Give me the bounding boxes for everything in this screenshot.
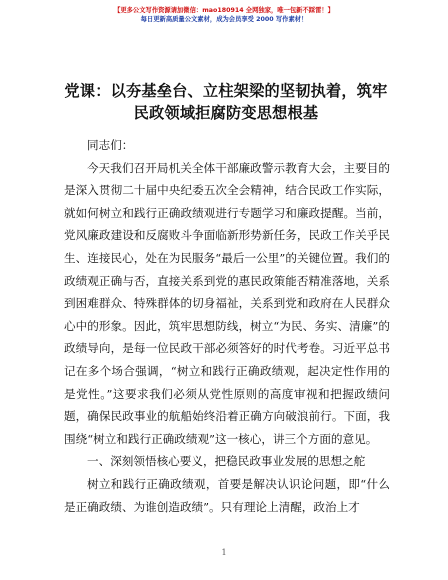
salutation: 同志们：: [87, 138, 134, 152]
section-heading: 一、深刻领悟核心要义，把稳民政事业发展的思想之舵: [87, 454, 366, 469]
document-title: 党课：以夯基垒台、立柱架梁的坚韧执着，筑牢民政领域拒腐防变思想根基: [64, 82, 388, 122]
promo-banner-line1: 【更多公文写作资源请加微信：mao180914 全网独家，唯一包新不踩雷！】: [114, 7, 334, 14]
section-paragraph: 树立和践行正确政绩观，首要是解决认识论问题，即“什么是正确政绩、为谁创造政绩”。只有理论上清醒，政治上才: [64, 476, 390, 514]
promo-banner-line2: 每日更新高质量公文素材，成为会员享受 2000 写作素材！: [140, 16, 308, 23]
document-body: [64, 134, 390, 518]
body-paragraph: 今天我们召开局机关全体干部廉政警示教育大会，主要目的是深入贯彻二十届中央纪委五次全会精神，结合民政工作实际，就如何树立和践行正确政绩观进行专题学习和廉政提醒。当前，党风廉政建设和反腐败斗争面临新形势新任务，民政工作关乎民生、连接民心，处在为民服务“最后一公里”的关键位置。我们的政绩观正确与否，直接关系到党的惠民政策能否精准落地，关系到困难群众、特殊群体的切身福祉，关系到党和政府在人民群众心中的形象。因此，筑牢思想防线，树立“为民、务实、清廉”的政绩导向，是每一位民政干部必须答好的时代考卷。习近平总书记在多个场合强调，“树立和践行正确政绩观，起决定性作用的是党性。”这要求我们必须从党性原则的高度审视和把握政绩问题，确保民政事业的航船始终沿着正确方向破浪前行。下面，我围绕“树立和践行正确政绩观”这一核心，讲三个方面的意见。: [64, 160, 390, 446]
page-number: 1: [221, 548, 227, 557]
